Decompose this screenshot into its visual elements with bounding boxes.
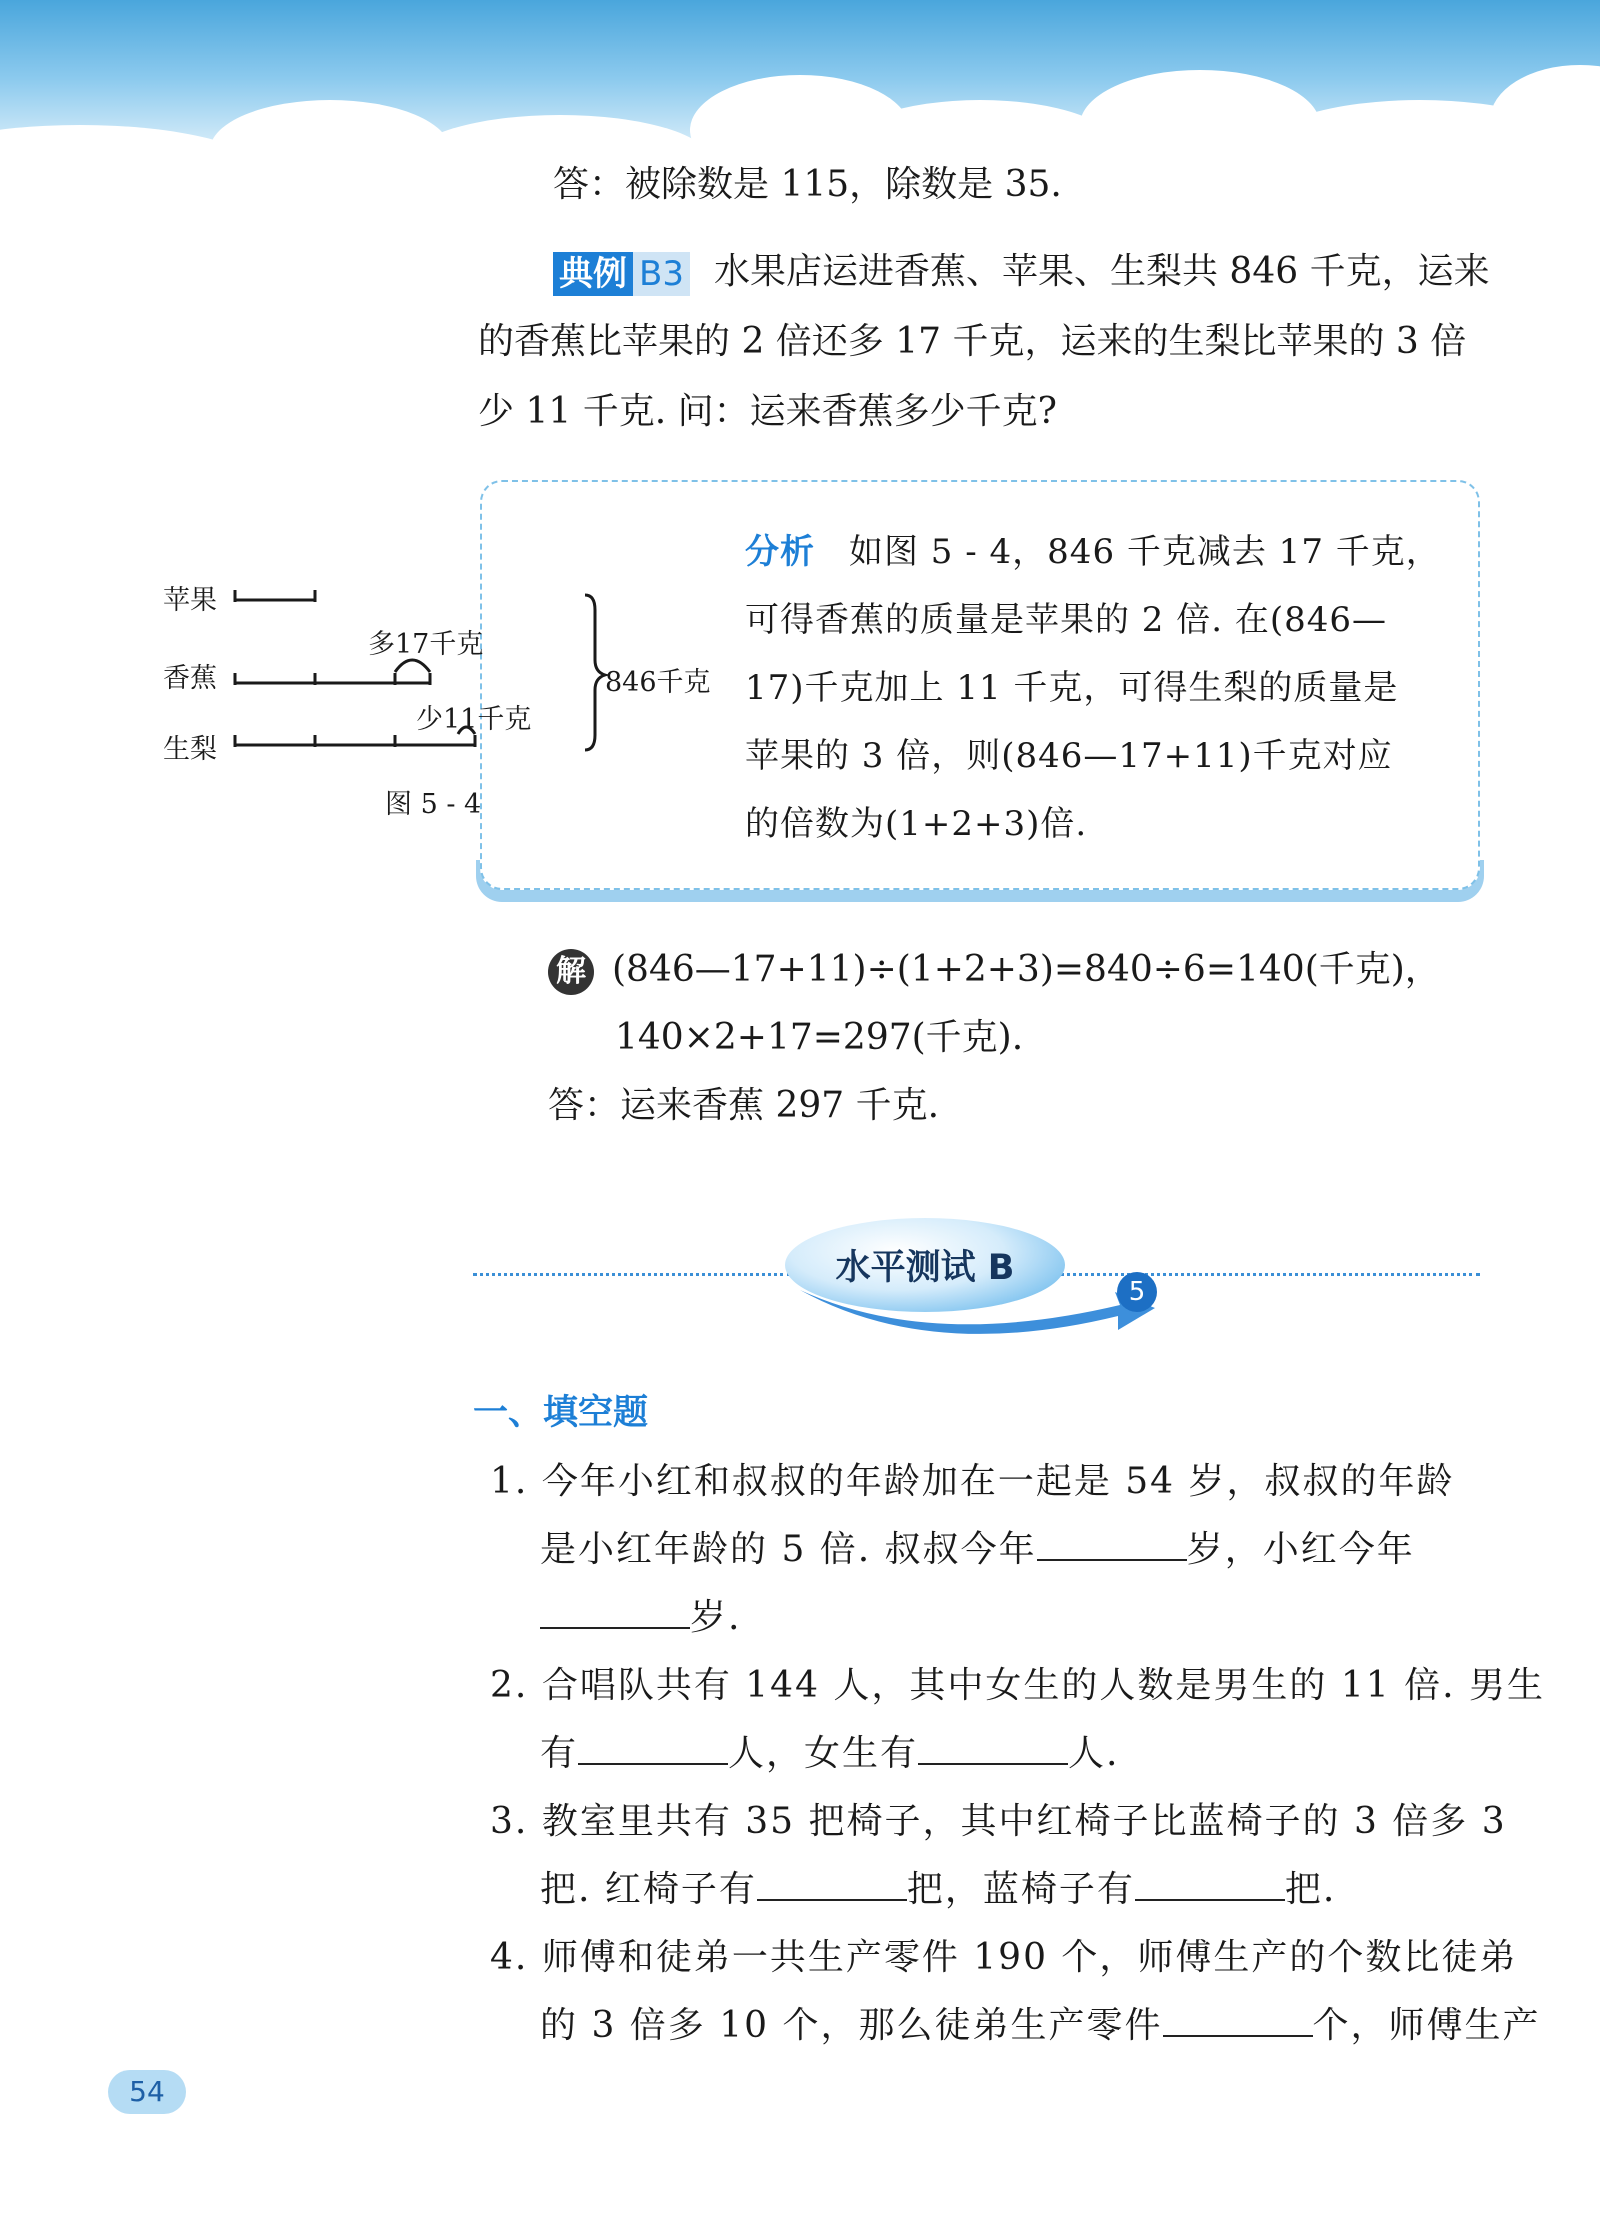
question-1-line-2: [540, 1516, 1415, 1584]
solution-line-1: [548, 935, 1441, 1005]
example-line-3: 少 11 千克. 问：运来香蕉多少千克?: [478, 391, 1057, 432]
test-title: 水平测试 B: [835, 1248, 1015, 1288]
solution-answer: 答：运来香蕉 297 千克.: [548, 1085, 940, 1126]
analysis-heading: 分析: [745, 532, 815, 572]
solution-mark: 解: [548, 949, 594, 995]
answer-blank[interactable]: [1135, 1869, 1285, 1901]
page-number: 54: [108, 2070, 186, 2114]
more-17-label: 多17千克: [368, 629, 484, 660]
answer-blank[interactable]: [578, 1733, 728, 1765]
answer-blank[interactable]: [918, 1733, 1068, 1765]
question-1-text-3: 岁.: [690, 1597, 742, 1638]
less-11-label: 少11千克: [416, 704, 532, 735]
question-1-line-1: [490, 1448, 1455, 1516]
question-3-text-2c: 把.: [1284, 1869, 1337, 1910]
example-line-2: 的香蕉比苹果的 2 倍还多 17 千克，运来的生梨比苹果的 3 倍: [478, 321, 1467, 362]
question-3-text-2a: 把. 红椅子有: [540, 1869, 757, 1910]
question-3-text-1: 教室里共有 35 把椅子，其中红椅子比蓝椅子的 3 倍多 3: [541, 1801, 1507, 1842]
question-3-text-2b: 把，蓝椅子有: [906, 1869, 1135, 1910]
section-heading: 一、填空题: [473, 1393, 649, 1433]
analysis-line-4: 苹果的 3 倍，则(846—17+11)千克对应: [745, 736, 1393, 776]
banana-label: 香蕉: [163, 663, 217, 694]
question-1-text-2a: 是小红年龄的 5 倍. 叔叔今年: [540, 1529, 1037, 1570]
analysis-line-1: [745, 518, 1441, 586]
pear-label: 生梨: [163, 734, 217, 765]
apple-label: 苹果: [163, 585, 217, 616]
question-2-text-1: 合唱队共有 144 人，其中女生的人数是男生的 11 倍. 男生: [541, 1665, 1545, 1706]
question-2-text-2c: 人.: [1068, 1733, 1120, 1774]
question-1-text-2b: 岁，小红今年: [1186, 1529, 1415, 1570]
example-badge: 典例: [553, 252, 633, 296]
divider-left: [473, 1273, 791, 1276]
question-2-number: 2.: [490, 1665, 529, 1706]
analysis-line-3: 17)千克加上 11 千克，可得生梨的质量是: [745, 668, 1399, 708]
question-3-line-2: [540, 1856, 1336, 1924]
question-4-line-2: [540, 1992, 1541, 2060]
answer-blank[interactable]: [757, 1869, 907, 1901]
analysis-line-5: 的倍数为(1+2+3)倍.: [745, 804, 1088, 844]
question-2-text-2a: 有: [540, 1733, 579, 1774]
question-2-line-1: [490, 1652, 1545, 1720]
question-4-text-2b: 个，师傅生产: [1312, 2005, 1541, 2046]
example-code: B3: [633, 252, 690, 296]
question-1-text-1: 今年小红和叔叔的年龄加在一起是 54 岁，叔叔的年龄: [541, 1461, 1455, 1502]
question-2-line-2: [540, 1720, 1119, 1788]
analysis-line-2: 可得香蕉的质量是苹果的 2 倍. 在(846—: [745, 600, 1388, 640]
answer-blank[interactable]: [1163, 2005, 1313, 2037]
question-1-number: 1.: [490, 1461, 529, 1502]
question-3-line-1: [490, 1788, 1507, 1856]
answer-blank[interactable]: [540, 1597, 690, 1629]
solution-text-1: (846—17+11)÷(1+2+3)=840÷6=140(千克)，: [612, 949, 1441, 990]
analysis-text-1: 如图 5 - 4，846 千克减去 17 千克，: [849, 532, 1441, 572]
example-text-1: 水果店运进香蕉、苹果、生梨共 846 千克，运来: [713, 251, 1490, 292]
figure-caption: 图 5 - 4: [385, 789, 482, 820]
question-4-number: 4.: [490, 1937, 529, 1978]
previous-answer: 答：被除数是 115，除数是 35.: [553, 164, 1062, 205]
unit-number-badge: 5: [1117, 1272, 1157, 1312]
question-1-line-3: [540, 1584, 741, 1652]
question-4-line-1: [490, 1924, 1517, 1992]
answer-blank[interactable]: [1037, 1529, 1187, 1561]
solution-line-2: 140×2+17=297(千克).: [615, 1017, 1024, 1058]
total-label: 846千克: [605, 667, 711, 698]
question-3-number: 3.: [490, 1801, 529, 1842]
question-4-text-2a: 的 3 倍多 10 个，那么徒弟生产零件: [540, 2005, 1163, 2046]
question-2-text-2b: 人，女生有: [728, 1733, 919, 1774]
question-4-text-1: 师傅和徒弟一共生产零件 190 个，师傅生产的个数比徒弟: [541, 1937, 1518, 1978]
